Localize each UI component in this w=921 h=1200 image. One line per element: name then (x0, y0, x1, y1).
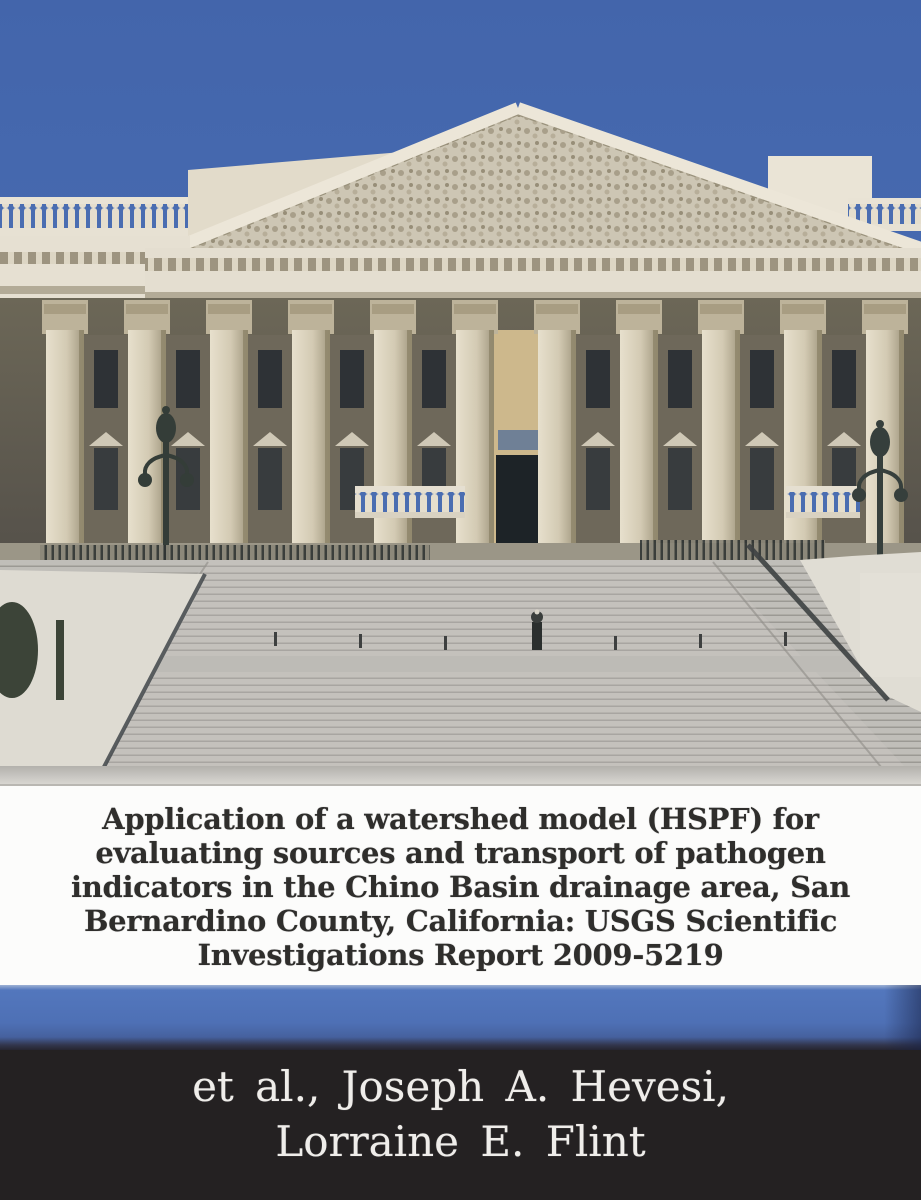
title-line-4: Bernardino County, California: USGS Scientific (83, 903, 838, 938)
left-balustrade (0, 197, 188, 236)
title-band (0, 784, 921, 985)
title-line-3: indicators in the Chino Basin drainage area, San (70, 869, 851, 904)
blue-divider-band (0, 985, 921, 1050)
stair-statue (531, 610, 543, 651)
title-line-1: Application of a watershed model (HSPF) for (102, 801, 819, 836)
doorway (496, 455, 540, 555)
title-line-5: Investigations Report 2009-5219 (197, 937, 724, 972)
author-line-1: et al., Joseph A. Hevesi, (192, 1062, 729, 1111)
author-band (0, 1050, 921, 1200)
right-pedestal (860, 573, 921, 677)
staircase (0, 545, 921, 784)
author-line-2: Lorraine E. Flint (275, 1117, 646, 1166)
title-line-2: evaluating sources and transport of pathogen (95, 835, 826, 870)
colonnade (0, 298, 921, 563)
doorway-transom (498, 430, 538, 450)
